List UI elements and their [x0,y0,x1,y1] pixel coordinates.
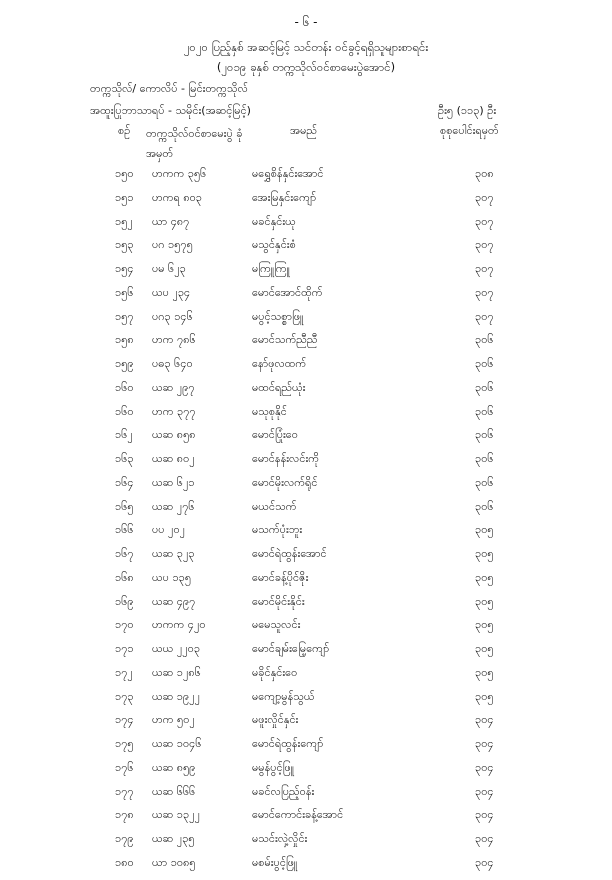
roll-number: ယပ ၂၃၄ [152,285,191,299]
table-row [0,262,612,286]
document-subtitle: (၂၀၁၉ ခုနှစ် တက္ကသိုလ်ဝင်စာမေးပွဲအောင်) [216,60,396,74]
total-score: ၃၀၆ [475,452,494,465]
seats-count: ဦး၅ (၁၁၃) ဦး [438,104,497,117]
total-score: ၃၀၅ [475,689,494,703]
total-score: ၃၀၈ [475,167,494,180]
table-row [0,286,612,310]
roll-number: ယဆ ၁၃၂၂ [152,808,200,822]
row-number: ၁၆၂ [115,428,133,442]
roll-number: ပဂ၃ ၁၄၆ [152,309,193,323]
roll-number: ယဆ ၁၂၈၆ [152,665,201,679]
roll-number: ပဂ ၁၅၇၅ [152,238,193,252]
table-row [0,761,612,785]
table-row [0,713,612,737]
total-score: ၃၀၇ [475,309,494,323]
roll-number: ဟကရ ၈၀၃ [152,190,202,204]
table-row [0,191,612,215]
table-row [0,808,612,832]
student-name: မပွင့်သစ္စာဖြူ [252,309,304,323]
table-row [0,405,612,429]
roll-number: ယဆ ၂၃၅ [152,832,195,845]
student-name: မခင်လပြည့်ဝန်း [252,784,315,798]
table-row [0,500,612,524]
roll-number: ပပ ၂၀၂ [152,523,186,537]
results-table [0,167,612,880]
table-row [0,428,612,452]
row-number: ၁၇၇ [115,784,134,798]
total-score: ၃၀၆ [475,380,494,394]
total-score: ၃၀၇ [475,190,494,204]
table-row [0,381,612,405]
header-roll-no: တက္ကသိုလ်ဝင်စာမေးပွဲ ခုံအမှတ် [146,127,243,160]
total-score: ၃၀၄ [475,713,494,727]
student-name: မထင်ရည်ယုံး [252,380,306,394]
row-number: ၁၅၆ [115,285,134,299]
total-score: ၃၀၇ [475,214,494,228]
total-score: ၃၀၅ [475,642,494,655]
roll-number: ဟက ၅၀၂ [152,713,195,727]
roll-number: ယာ ၄၈၇ [152,214,190,228]
total-score: ၃၀၅ [475,547,494,560]
student-name: မသုစုနိုင် [252,404,287,418]
roll-number: ဟကက ၃၅၆ [152,167,207,180]
row-number: ၁၅၀ [115,167,134,180]
total-score: ၃၀၄ [475,737,494,750]
table-row [0,547,612,571]
roll-number: ပမ ၆၂၃ [152,262,186,275]
student-name: မယင်သက် [252,499,297,513]
student-name: မောင်မိုင်းနိုင်း [252,594,305,608]
university-line: တက္ကသိုလ်/ ကောလိပ် - မြင်းတက္ကသိုလ် [90,82,248,95]
roll-number: ယဆ ၈၅၉ [152,760,196,774]
total-score: ၃၀၅ [475,665,494,679]
row-number: ၁၆၉ [115,594,134,608]
row-number: ၁၅၈ [115,333,134,347]
student-name: မခင်နှင်းယု [252,214,296,228]
student-name: အေးမြနှင်းကျော် [252,190,317,204]
roll-number: ယာ ၁၀၈၅ [152,855,196,869]
student-name: မကျော့မွန်သွယ် [252,689,315,703]
document-title: ၂၀၂၀ ပြည့်နှစ် အဆင့်မြင့် သင်တန်း ဝင်ခွင့်ရရှိသူများစာရင်း [183,40,429,54]
row-number: ၁၅၄ [115,262,134,275]
roll-number: ယဆ ၂၇၆ [152,499,195,513]
header-score: စုစုပေါင်းရမှတ် [440,124,499,137]
student-name: မမေသူလင်း [252,618,301,632]
table-row [0,690,612,714]
table-row [0,523,612,547]
student-name: မသွင်နှင်းစံ [252,238,296,252]
student-name: မောင်နန်းလင်းကို [252,452,320,465]
roll-number: ယဆ ၃၂၃ [152,547,195,560]
row-number: ၁၈၀ [115,855,134,869]
table-row [0,618,612,642]
table-row [0,737,612,761]
total-score: ၃၀၆ [475,357,494,370]
row-number: ၁၇၄ [115,713,134,727]
row-number: ၁၅၁ [115,190,134,204]
table-row [0,357,612,381]
roll-number: ဟက ၇၈၆ [152,333,196,347]
roll-number: ယဆ ၁၉၂၂ [152,689,200,703]
total-score: ၃၀၅ [475,594,494,608]
total-score: ၃၀၅ [475,523,494,537]
row-number: ၁၅၇ [115,309,134,323]
row-number: ၁၇၁ [115,642,134,655]
roll-number: ဟက ၃၇၇ [152,404,196,418]
total-score: ၃၀၆ [475,499,494,513]
total-score: ၃၀၅ [475,570,494,584]
table-row [0,167,612,191]
row-number: ၁၇၆ [115,760,134,774]
table-row [0,476,612,500]
header-no: စဉ် [118,124,131,137]
table-row [0,571,612,595]
row-number: ၁၇၃ [115,689,134,703]
row-number: ၁၇၉ [115,832,134,845]
total-score: ၃၀၅ [475,618,494,632]
roll-number: ယဆ ၆၆၆ [152,784,196,798]
roll-number: ယပ ၁၃၅ [152,570,192,584]
total-score: ၃၀၆ [475,475,494,489]
row-number: ၁၆၄ [115,475,134,489]
row-number: ၁၅၂ [115,214,133,228]
total-score: ၃၀၆ [475,428,494,442]
student-name: မောင်ချမ်းမြေ့ကျော် [252,642,330,655]
table-row [0,642,612,666]
student-name: မကြူကြူ [252,262,290,275]
student-name: မခိုင်နှင်းဝေ [252,665,298,679]
roll-number: ဟကက ၄၂၀ [152,618,206,632]
student-name: မဖူးလှိုင်နှင်း [252,713,299,727]
roll-number: ယဆ ၆၂၁ [152,475,195,489]
total-score: ၃၀၄ [475,832,494,845]
table-row [0,452,612,476]
roll-number: ယဆ ၈၀၂ [152,452,195,465]
student-name: မောင်ရဲထွန်းအောင် [252,547,327,560]
table-row [0,310,612,334]
roll-number: ယဆ ၄၉၇ [152,594,196,608]
roll-number: ယဆ ၁၀၄၆ [152,737,202,750]
total-score: ၃၀၄ [475,855,494,869]
total-score: ၃၀၄ [475,760,494,774]
row-number: ၁၆၆ [115,523,134,537]
student-name: မောင်ကောင်းခန့်အောင် [252,808,344,822]
total-score: ၃၀၄ [475,784,494,798]
student-name: မသက်ပုံးဘူး [252,523,303,537]
student-name: မောင်ခန့်ပိုင်ဇိုး [252,570,309,584]
roll-number: ယယ ၂၂၀၃ [152,642,201,655]
row-number: ၁၇၈ [115,808,134,822]
table-row [0,666,612,690]
total-score: ၃၀၇ [475,262,494,275]
row-number: ၁၆၃ [115,452,134,465]
table-row [0,215,612,239]
total-score: ၃၀၇ [475,238,494,252]
student-name: မောင်မိုးလက်ရိုင် [252,475,318,489]
student-name: မမွန်ပွင့်ဖြူ [252,760,294,774]
row-number: ၁၆၇ [115,547,134,560]
row-number: ၁၅၃ [115,238,134,252]
student-name: မောင်အောင်ထိုက် [252,285,323,299]
row-number: ၁၇၅ [115,737,134,750]
table-row [0,832,612,856]
student-name: နော်ဖုလထက် [252,357,307,370]
student-name: မရွှေစိန်နှင်းအောင် [252,167,324,180]
row-number: ၁၇၂ [115,665,133,679]
total-score: ၃၀၆ [475,404,494,418]
table-row [0,856,612,880]
student-name: မောင်သက်ညီညီ [252,333,318,347]
row-number: ၁၆၈ [115,570,134,584]
roll-number: ယဆ ၈၅၈ [152,428,196,442]
page-number: - ၆ - [294,15,318,29]
table-row [0,238,612,262]
student-name: မောင်ပြုံးဝေ [252,428,298,442]
row-number: ၁၅၉ [115,357,134,370]
roll-number: ပဓ၃ ၆၄၀ [152,357,193,370]
row-number: ၁၆၀ [115,380,134,394]
total-score: ၃၀၆ [475,333,494,347]
header-name: အမည် [290,124,318,137]
total-score: ၃၀၇ [475,285,494,299]
table-row [0,785,612,809]
table-row [0,595,612,619]
row-number: ၁၆၀ [115,404,134,418]
student-name: မောင်ရဲထွန်းကျော် [252,737,324,750]
table-row [0,333,612,357]
total-score: ၃၀၄ [475,808,494,822]
row-number: ၁၆၅ [115,499,134,513]
subject-line: အထူးပြုဘာသာရပ် - သမိုင်း(အဆင့်မြင့်) [90,104,251,117]
student-name: မစမ်းပွင့်ဖြူ [252,855,298,869]
row-number: ၁၇၀ [115,618,134,632]
roll-number: ယဆ ၂၉၇ [152,380,195,394]
student-name: မသင်းလှဲ့လှိုင်း [252,832,308,845]
